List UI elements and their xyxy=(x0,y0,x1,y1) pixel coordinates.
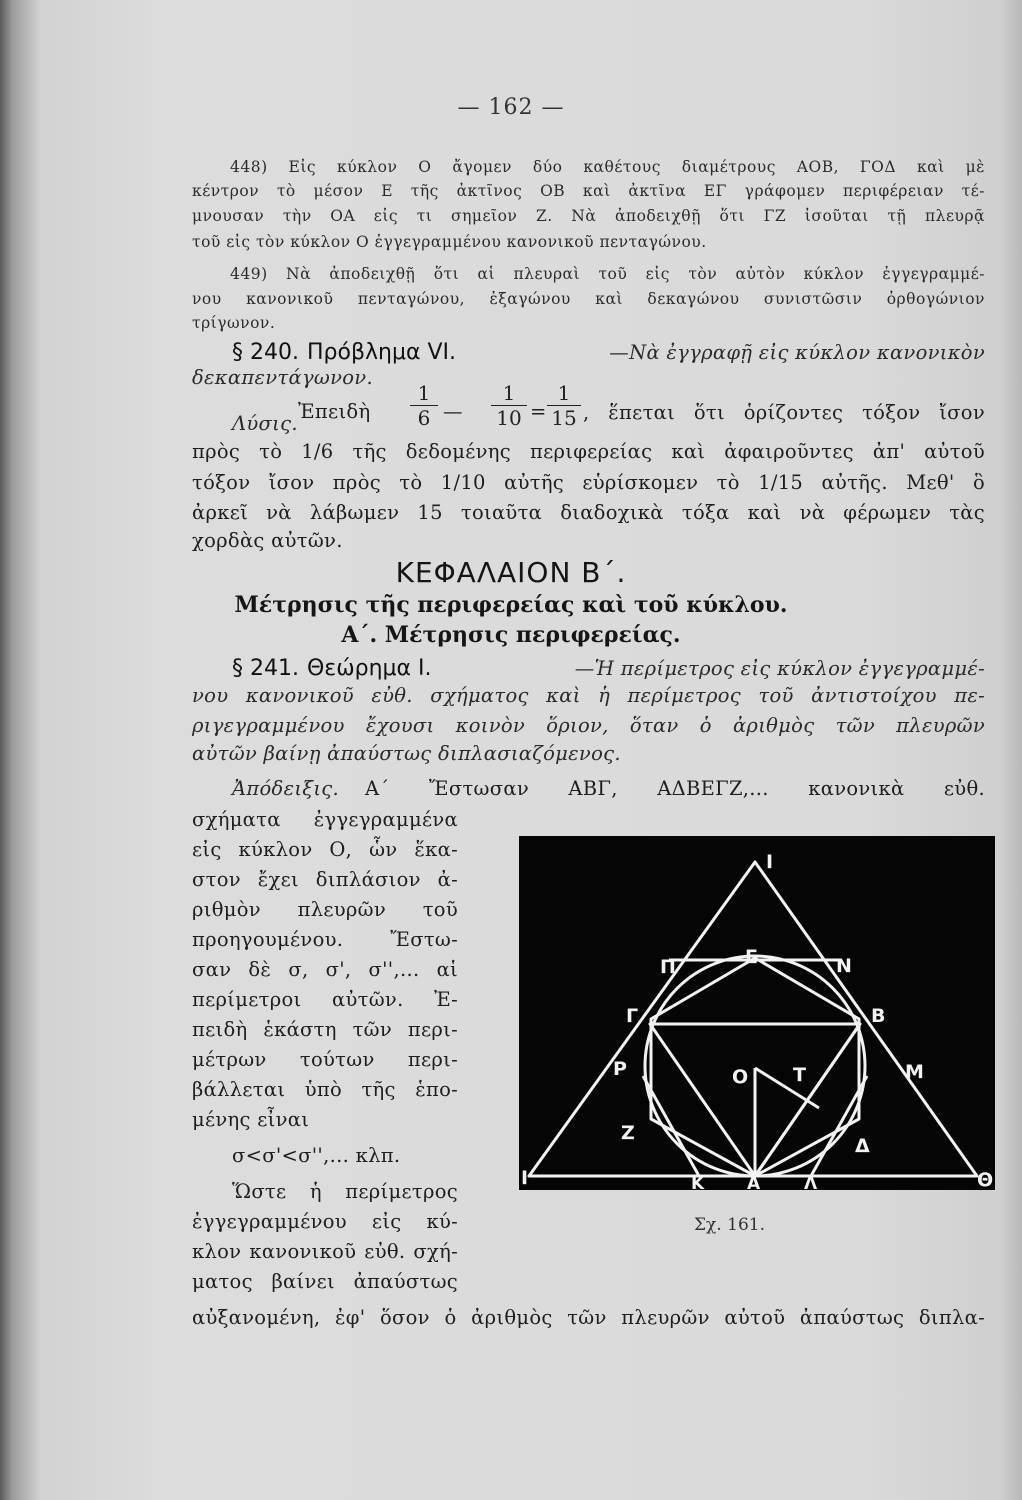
label-G: Γ xyxy=(626,1005,639,1027)
label-K: Κ xyxy=(691,1174,705,1190)
label-I: Ι xyxy=(766,851,774,873)
label-E: Ε xyxy=(745,946,758,968)
problem-statement-cont: δεκαπεντάγωνον. xyxy=(192,366,373,389)
proof-line: σαν δὲ σ, σ', σ'',... αἱ xyxy=(192,958,458,981)
label-Iota: Ι xyxy=(521,1167,529,1189)
exercise-line: νου κανονικοῦ πενταγώνου, ἑξαγώνου καὶ δεκαγώνου συνιστῶσιν ὀρθογώνιον xyxy=(192,290,985,308)
problem-heading: Πρόβλημα VI. xyxy=(306,340,456,365)
label-R: Ρ xyxy=(613,1058,627,1080)
equals-sign: = xyxy=(530,400,547,423)
geometry-figure xyxy=(519,836,995,1190)
exercise-line: τοῦ εἰς τὸν κύκλον Ο ἐγγεγραμμένου κανονικοῦ πενταγώνου. xyxy=(192,233,707,251)
theorem-heading: Θεώρημα Ι. xyxy=(306,656,432,681)
section-number: § 240. xyxy=(232,340,299,365)
solution-line: πρὸς τὸ 1/6 τῆς δεδομένης περιφερείας καὶ ἀφαιροῦντες ἀπ' αὐτοῦ xyxy=(192,440,985,463)
chapter-title: ΚΕΦΑΛΑΙΟΝ Β΄. xyxy=(395,556,627,589)
label-Z: Ζ xyxy=(621,1122,635,1144)
section-241-title xyxy=(232,656,985,681)
fraction-one-fifteenth xyxy=(547,381,581,430)
exercise-line: κέντρον τὸ μέσον Ε τῆς ἀκτῖνος ΟΒ καὶ ἀκτῖνα ΕΓ γράφομεν περιφέρειαν τέ- xyxy=(192,182,985,200)
proof-label: Ἀπόδειξις. xyxy=(232,777,339,800)
label-M: Μ xyxy=(905,1061,924,1083)
conclusion-line: κλον κανονικοῦ εὐθ. σχή- xyxy=(192,1240,458,1263)
fraction-one-tenth xyxy=(491,381,527,430)
label-D: Δ xyxy=(855,1135,870,1157)
theorem-statement-line: αὐτῶν βαίνῃ ἀπαύστως διπλασιαζόμενος. xyxy=(192,742,621,765)
conclusion-line: Ὥστε ἡ περίμετρος xyxy=(232,1180,458,1203)
theorem-statement-line: ριγεγραμμένου ἔχουσι κοινὸν ὅριον, ὅταν ὁ ἀριθμὸς τῶν πλευρῶν xyxy=(192,714,985,737)
chapter-subtitle: Μέτρησις τῆς περιφερείας καὶ τοῦ κύκλου. xyxy=(234,592,788,618)
proof-first-line xyxy=(232,777,985,800)
page-number: — 162 — xyxy=(457,95,565,120)
fraction-denominator: 10 xyxy=(496,406,522,430)
label-Pi: Π xyxy=(660,956,676,978)
problem-statement: —Νὰ ἐγγραφῇ εἰς κύκλον κανονικὸν xyxy=(609,341,985,364)
solution-line: ἀρκεῖ νὰ λάβωμεν 15 τοιαῦτα διαδοχικὰ τόξα καὶ νὰ φέρωμεν τὰς xyxy=(192,501,985,524)
proof-line: ριθμὸν πλευρῶν τοῦ xyxy=(192,898,458,921)
fraction-denominator: 15 xyxy=(551,406,577,430)
solution-text: , ἕπεται ὅτι ὁρίζοντες τόξον ἴσον xyxy=(583,401,985,424)
inequality: σ<σ'<σ'',... κλπ. xyxy=(232,1144,401,1167)
segment-BA xyxy=(755,1024,860,1176)
proof-line: σχήματα ἐγγεγραμμένα xyxy=(192,808,458,831)
theorem-statement-line: νου κανονικοῦ εὐθ. σχήματος καὶ ἡ περίμετρος τοῦ ἀντιστοίχου πε- xyxy=(192,684,985,707)
solution-line: τόξον ἴσον πρὸς τὸ 1/10 αὐτῆς εὑρίσκομεν τὸ 1/15 αὐτῆς. Μεθ' ὃ xyxy=(192,471,985,494)
label-T: Τ xyxy=(793,1064,806,1086)
proof-text: Α΄ Ἔστωσαν ΑΒΓ, ΑΔΒΕΓΖ,... κανονικὰ εὐθ. xyxy=(365,777,985,800)
proof-line: πειδὴ ἑκάστη τῶν περι- xyxy=(192,1018,458,1041)
proof-line: στον ἔχει διπλάσιον ἀ- xyxy=(192,868,458,891)
figure-svg xyxy=(519,836,995,1190)
theorem-statement: —Ἡ περίμετρος εἰς κύκλον ἐγγεγραμμέ- xyxy=(574,657,985,680)
exercise-line: 448) Εἰς κύκλον Ο ἄγομεν δύο καθέτους διαμέτρους ΑΟΒ, ΓΟΔ καὶ μὲ xyxy=(230,158,985,176)
proof-line: μέτρων τούτων περι- xyxy=(192,1048,458,1071)
exercise-line: τρίγωνον. xyxy=(192,314,276,332)
conclusion-line: ἐγγεγραμμένου εἰς κύ- xyxy=(192,1210,458,1233)
section-number: § 241. xyxy=(232,656,299,681)
outer-triangle xyxy=(529,862,977,1176)
segment-RK xyxy=(643,1076,699,1176)
exercise-line: 449) Νὰ ἀποδειχθῇ ὅτι αἱ πλευραὶ τοῦ εἰς τὸν αὐτὸν κύκλον ἐγγεγραμμέ- xyxy=(230,265,985,283)
fraction-numerator: 1 xyxy=(491,381,527,406)
segment-OT xyxy=(755,1068,819,1108)
fraction-numerator: 1 xyxy=(410,381,438,406)
label-Th: Θ xyxy=(977,1169,994,1190)
label-B: Β xyxy=(871,1005,886,1027)
solution-intro: Ἐπειδὴ xyxy=(298,400,371,423)
minus-sign: — xyxy=(443,400,463,423)
proof-line: μένης εἶναι xyxy=(192,1108,310,1131)
part-heading: Α΄. Μέτρησις περιφερείας. xyxy=(341,622,681,648)
label-O: Ο xyxy=(732,1066,749,1088)
label-N: Ν xyxy=(836,955,852,977)
label-A: Α xyxy=(747,1174,761,1190)
section-240-title xyxy=(232,340,985,365)
fraction-one-sixth xyxy=(410,381,438,430)
figure-caption: Σχ. 161. xyxy=(694,1215,765,1235)
segment-ML xyxy=(811,1076,867,1176)
solution-line: χορδὰς αὐτῶν. xyxy=(192,529,343,552)
proof-line: περίμετροι αὐτῶν. Ἐ- xyxy=(192,988,458,1011)
last-line: αὐξανομένη, ἐφ' ὅσον ὁ ἀριθμὸς τῶν πλευρῶν αὐτοῦ ἀπαύστως διπλα- xyxy=(192,1306,985,1329)
proof-line: προηγουμένου. Ἔστω- xyxy=(192,928,458,951)
fraction-denominator: 6 xyxy=(417,406,431,430)
proof-line: εἰς κύκλον Ο, ὧν ἕκα- xyxy=(192,838,458,861)
proof-line: βάλλεται ὑπὸ τῆς ἑπο- xyxy=(192,1078,458,1101)
label-L: Λ xyxy=(804,1174,818,1190)
exercise-line: μνουσαν τὴν ΟΑ εἰς τι σημεῖον Ζ. Νὰ ἀποδειχθῇ ὅτι ΓΖ ἰσοῦται τῇ πλευρᾷ xyxy=(192,207,985,225)
conclusion-line: ματος βαίνει ἀπαύστως xyxy=(192,1270,458,1293)
fraction-numerator: 1 xyxy=(547,381,581,406)
solution-label: Λύσις. xyxy=(232,412,298,435)
